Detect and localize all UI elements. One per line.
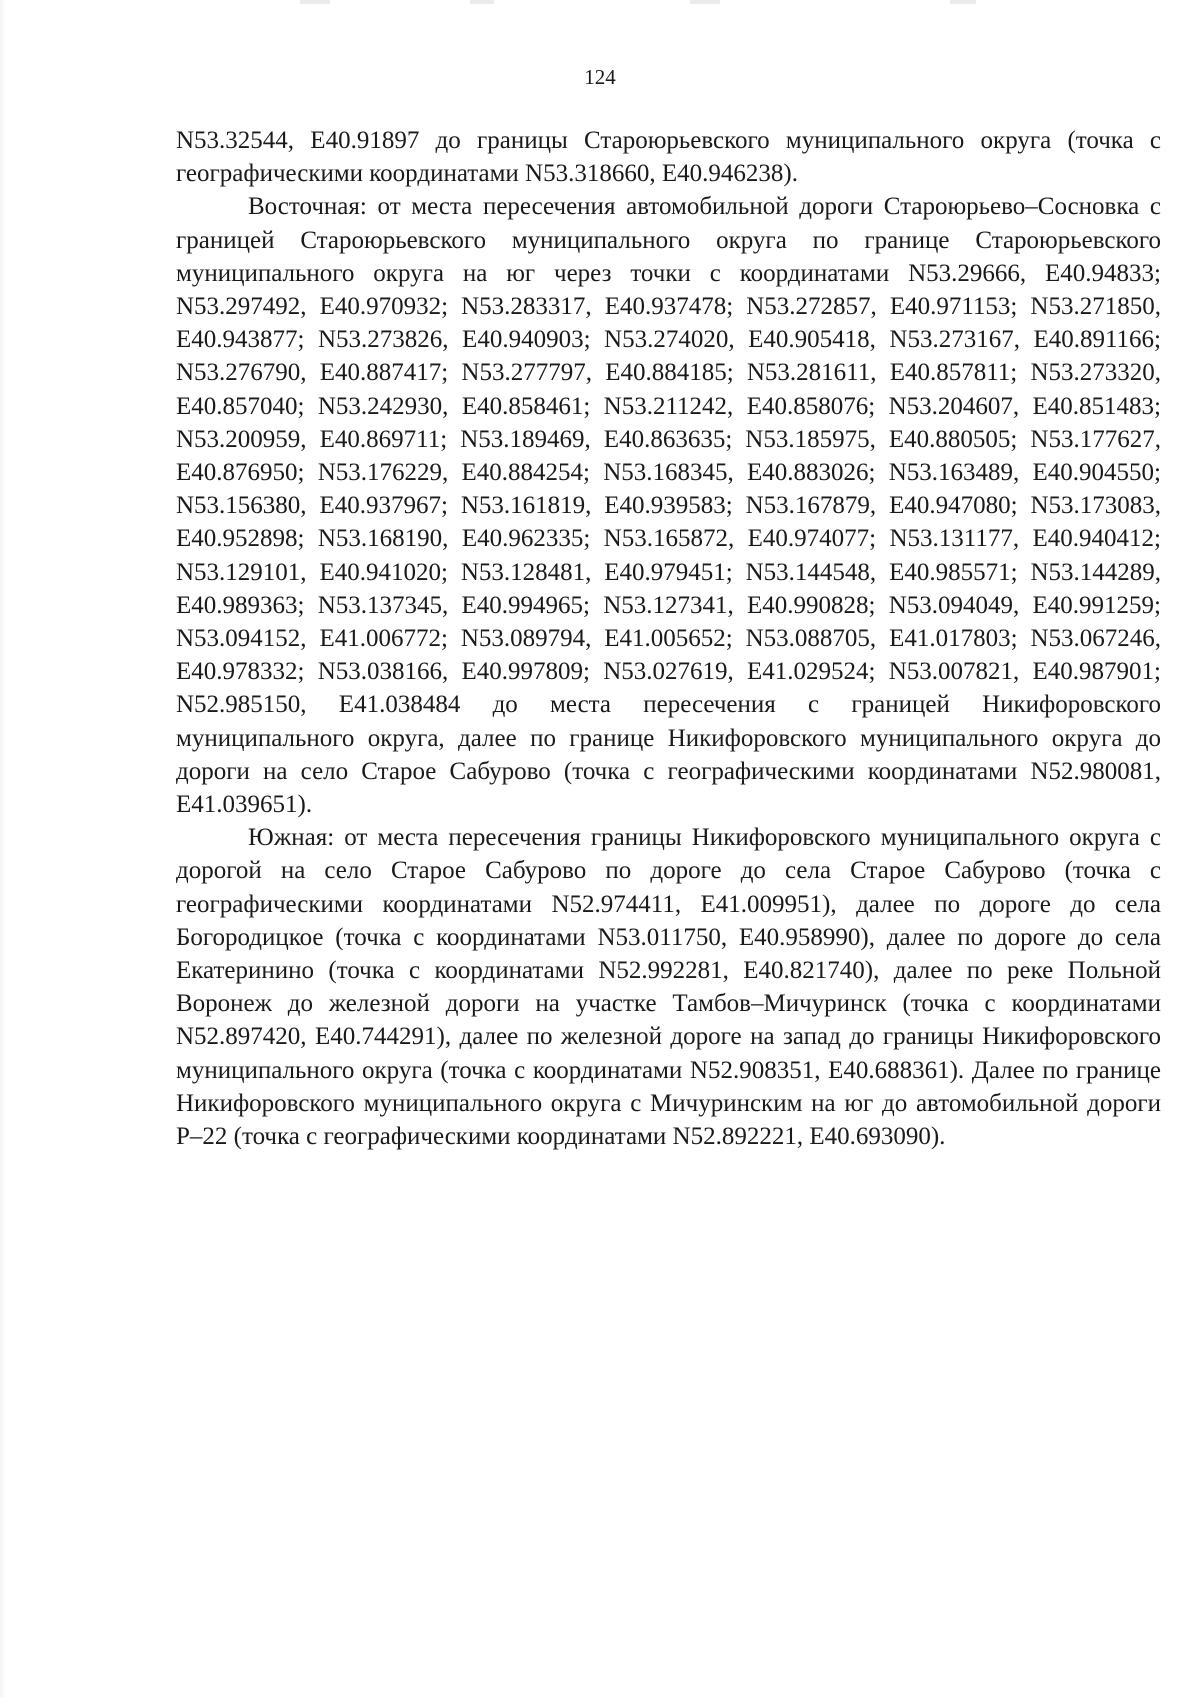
scan-edge-shadow [0, 0, 6, 1697]
body-text [176, 124, 1161, 1153]
paragraph-northern-end: N53.32544, E40.91897 до границы Староюрьевского муниципального округа (точка с географическими координатами N53.318660, E40.946238). [176, 127, 1161, 188]
scan-speck [690, 0, 720, 4]
scan-speck [300, 0, 330, 4]
scan-speck [470, 0, 494, 4]
paragraph-eastern-boundary: Восточная: от места пересечения автомобильной дороги Староюрьево–Сосновка с границей Староюрьевского муниципального округа по границе Староюрьевского муниципального округа на юг через точки с координатами N53.29666, E40.94833; N53.297492, E40.970932; N53.283317, E40.937478; N53.272857, E40.971153; N53.271850, E40.943877; N53.273826, E40.940903; N53.274020, E40.905418, N53.273167, E40.891166; N53.276790, E40.887417; N53.277797, E40.884185; N53.281611, E40.857811; N53.273320, E40.857040; N53.242930, E40.858461; N53.211242, E40.858076; N53.204607, E40.851483; N53.200959, E40.869711; N53.189469, E40.863635; N53.185975, E40.880505; N53.177627, E40.876950; N53.176229, E40.884254; N53.168345, E40.883026; N53.163489, E40.904550; N53.156380, E40.937967; N53.161819, E40.939583; N53.167879, E40.947080; N53.173083, E40.952898; N53.168190, E40.962335; N53.165872, E40.974077; N53.131177, E40.940412; N53.129101, E40.941020; N53.128481, E40.979451; N53.144548, E40.985571; N53.144289, E40.989363; N53.137345, E40.994965; N53.127341, E40.990828; N53.094049, E40.991259; N53.094152, E41.006772; N53.089794, E41.005652; N53.088705, E41.017803; N53.067246, E40.978332; N53.038166, E40.997809; N53.027619, E41.029524; N53.007821, E40.987901; N52.985150, E41.038484 до места пересечения с границей Никифоровского муниципального округа, далее по границе Никифоровского муниципального округа до дороги на село Старое Сабурово (точка с географическими координатами N52.980081, E41.039651). [176, 193, 1161, 819]
paragraph-southern-boundary: Южная: от места пересечения границы Никифоровского муниципального округа с дорогой на село Старое Сабурово по дороге до села Старое Сабурово (точка с географическими координатами N52.974411, E41.009951), далее по дороге до села Богородицкое (точка с координатами N53.011750, E40.958990), далее по дороге до села Екатеринино (точка с координатами N52.992281, E40.821740), далее по реке Польной Воронеж до железной дороги на участке Тамбов–Мичуринск (точка с координатами N52.897420, E40.744291), далее по железной дороге на запад до границы Никифоровского муниципального округа (точка с координатами N52.908351, E40.688361). Далее по границе Никифоровского муниципального округа с Мичуринским на юг до автомобильной дороги Р–22 (точка с географическими координатами N52.892221, E40.693090). [176, 824, 1161, 1151]
page-number: 124 [584, 65, 616, 89]
scan-speck [950, 0, 976, 4]
